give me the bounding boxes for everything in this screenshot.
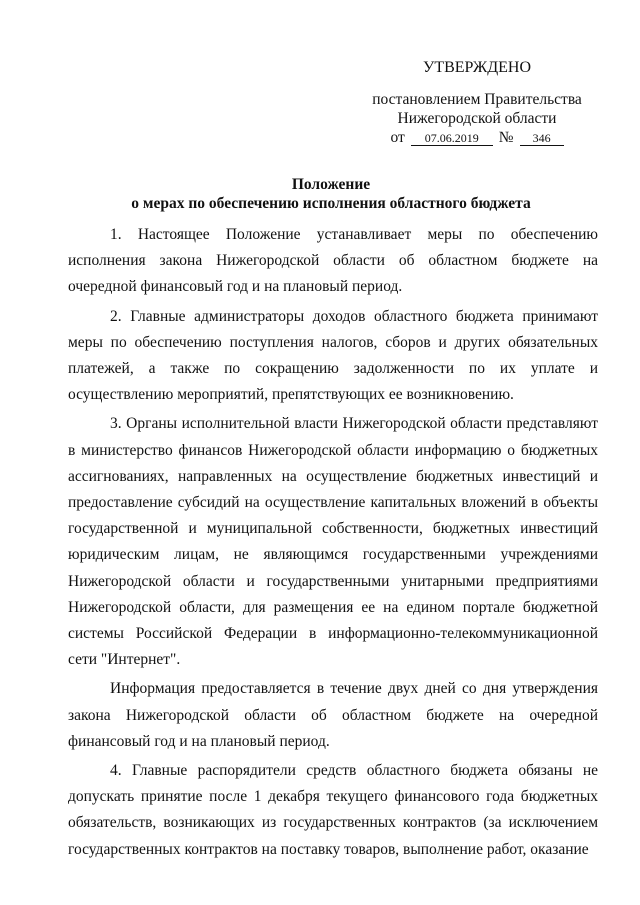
paragraph-1: 1. Настоящее Положение устанавливает меры по обеспечению исполнения закона Нижегородской области об областном бюджете на очередной финансовый год и на плановый период.: [68, 226, 598, 296]
paragraph-3: 3. Органы исполнительной власти Нижегородской области представляют в министерство финансов Нижегородской области информацию о бюджетных ассигнованиях, направленных на осуществление бюджетных инвестиций и предоставление субсидий на осуществление капитальных вложений в объекты государственной и муниципальной собственности, бюджетных инвестиций юридическим лицам, не являющимся государственными учреждениями Нижегородской области и государственными унитарными предприятиями Нижегородской области, для размещения ее на едином портале бюджетной системы Российской Федерации в информационно-телекоммуникационной сети "Интернет".: [68, 415, 598, 669]
title-line-2: о мерах по обеспечению исполнения областного бюджета: [131, 195, 531, 212]
approval-line-1: постановлением Правительства: [372, 91, 582, 108]
document-title: [60, 175, 602, 213]
decree-date: 07.06.2019: [411, 131, 493, 146]
decree-number: 346: [520, 131, 564, 146]
paragraph-4: Информация предоставляется в течение двух дней со дня утверждения закона Нижегородской области об областном бюджете на очередной финансовый год и на плановый период.: [68, 680, 598, 750]
approval-stamp: [352, 58, 602, 147]
document-body: [68, 222, 598, 866]
decree-row: [352, 128, 602, 147]
approval-line-2: Нижегородской области: [397, 110, 557, 127]
paragraph-2: 2. Главные администраторы доходов областного бюджета принимают меры по обеспечению поступления налогов, сборов и других обязательных платежей, а также по сокращению задолженности по их уплате и осуществлению мероприятий, препятствующих ее возникновению.: [68, 307, 598, 404]
title-line-1: Положение: [291, 176, 371, 193]
paragraph-5: 4. Главные распорядители средств областного бюджета обязаны не допускать принятие после 1 декабря текущего финансового года бюджетных обязательств, возникающих из государственных контрактов (за исключением государственных контрактов на поставку товаров, выполнение работ, оказание: [68, 762, 598, 858]
date-prefix: от: [390, 129, 405, 146]
approval-heading: УТВЕРЖДЕНО: [422, 59, 531, 76]
number-sign: №: [498, 129, 514, 146]
